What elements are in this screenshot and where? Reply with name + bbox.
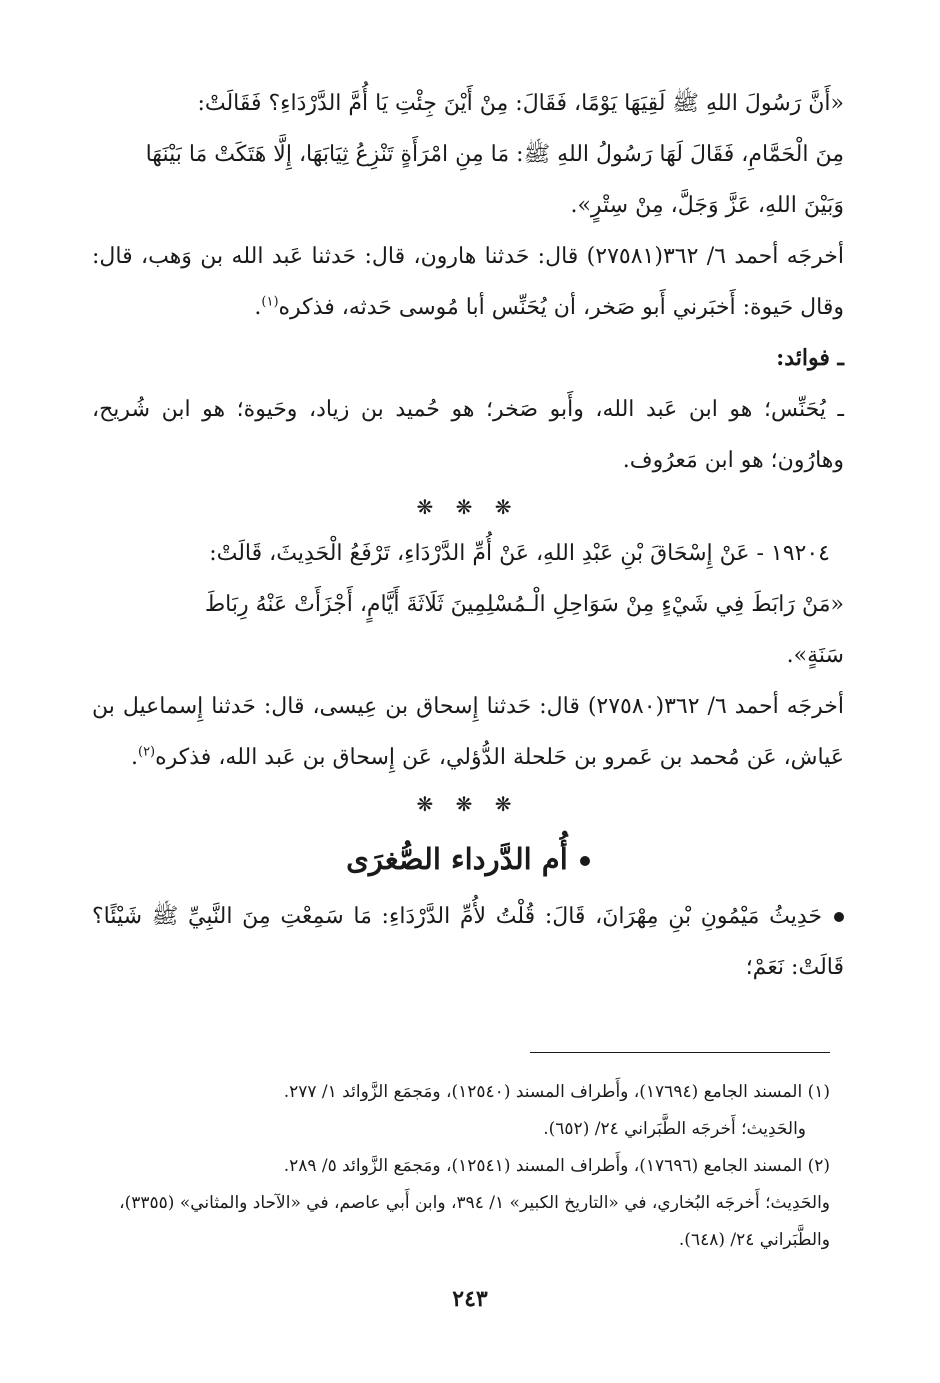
footnote-1-continuation: والحَدِيث؛ أَخرجَه الطَّبَراني ٢٤/ (٦٥٢). <box>543 1119 806 1139</box>
hadith-2-matn <box>92 528 844 681</box>
footnote-2-continuation: والحَدِيث؛ أَخرجَه البُخاري، في «التاريخ الكبير» ١/ ٣٩٤، وابن أَبي عاصم، في «الآحاد والمثاني» (٣٣٥٥)، والطَّبَراني ٢٤/ (٦٤٨). <box>119 1193 830 1250</box>
separator-stars: ❋ ❋ ❋ <box>416 495 520 519</box>
section-heading <box>92 829 844 889</box>
hadith-1-line-2: مِنَ الْحَمَّامِ، فَقَالَ لَهَا رَسُولُ اللهِ ﷺ: مَا مِنِ امْرَأَةٍ تَنْزِعُ ثِيَابَهَا، إِلَّا هَتَكَتْ مَا بَيْنَهَا <box>145 142 844 167</box>
hadith-1-line-3: وَبَيْنَ اللهِ، عَزَّ وَجَلَّ، مِنْ سِتْرٍ». <box>570 193 844 218</box>
bullet-icon <box>580 856 590 866</box>
footnote-divider <box>530 1052 830 1053</box>
hadith-2-line-2: «مَنْ رَابَطَ فِي شَيْءٍ مِنْ سَوَاحِلِ الْـمُسْلِمِينَ ثَلَاثَةَ أَيَّامٍ، أَجْزَأَتْ عَنْهُ رِبَاطَ <box>204 592 844 617</box>
page-body <box>92 78 844 993</box>
hadith-1-line-1: «أَنَّ رَسُولَ اللهِ ﷺ لَقِيَهَا يَوْمًا، فَقَالَ: مِنْ أَيْنَ جِئْتِ يَا أُمَّ الدَّرْدَاءِ؟ فَقَالَتْ: <box>197 91 844 116</box>
hadith-3-text: حَدِيثُ مَيْمُونِ بْنِ مِهْرَانَ، قَالَ: قُلْتُ لأُمِّ الدَّرْدَاءِ: مَا سَمِعْتِ مِنَ النَّبِيِّ ﷺ شَيْئًا؟ قَالَتْ: نَعَمْ؛ <box>92 904 844 980</box>
footnote-ref-2[interactable]: (٢) <box>137 744 156 760</box>
benefits-text: ـ يُحَنِّس؛ هو ابن عَبد الله، وأَبو صَخر؛ هو حُميد بن زياد، وحَيوة؛ هو ابن شُريح، وهارُون؛ هو ابن مَعرُوف. <box>92 397 844 473</box>
hadith-2-takhrij-text: أخرجَه أحمد ٦/ ٣٦٢(٢٧٥٨٠) قال: حَدثنا إِسحاق بن عِيسى، قال: حَدثنا إِسماعيل بن عَياش، عَن مُحمد بن عَمرو بن حَلحلة الدُّؤلي، عَن إِسحاق بن عَبد الله، فذكره <box>92 694 844 770</box>
benefits-heading: ـ فوائد: <box>776 345 844 371</box>
hadith-1-matn <box>92 78 844 231</box>
hadith-1-takhrij-text: أخرجَه أحمد ٦/ ٣٦٢(٢٧٥٨١) قال: حَدثنا هارون، قال: حَدثنا عَبد الله بن وَهب، قال: وقال حَيوة: أَخبَرني أَبو صَخر، أن يُحَنِّس أبا مُوسى حَدثه، فذكره <box>92 244 844 320</box>
footnote-1: (١) المسند الجامع (١٧٦٩٤)، وأَطراف المسند (١٢٥٤٠)، ومَجمَع الزَّوائد ١/ ٢٧٧. <box>283 1082 830 1102</box>
hadith-2-takhrij: أخرجَه أحمد ٦/ ٣٦٢(٢٧٥٨٠) قال: حَدثنا إِسحاق بن عِيسى، قال: حَدثنا إِسماعيل بن عَياش، عَن مُحمد بن عَمرو بن حَلحلة الدُّؤلي، عَن إِسحاق بن عَبد الله، فذكره$^{(٢)}$. <box>92 694 844 770</box>
hadith-1-takhrij: أخرجَه أحمد ٦/ ٣٦٢(٢٧٥٨١) قال: حَدثنا هارون، قال: حَدثنا عَبد الله بن وَهب، قال: وقال حَيوة: أَخبَرني أَبو صَخر، أن يُحَنِّس أبا مُوسى حَدثه، فذكره$^{(١)}$. <box>92 244 844 320</box>
page-number: ٢٤٣ <box>452 1286 488 1312</box>
section-heading-text: أُم الدَّرداء الصُّغرَى <box>346 842 568 876</box>
bullet-icon <box>834 912 844 922</box>
hadith-3 <box>92 891 844 993</box>
footnote-2: (٢) المسند الجامع (١٧٦٩٦)، وأَطراف المسند (١٢٥٤١)، ومَجمَع الزَّوائد ٥/ ٢٨٩. <box>283 1156 830 1176</box>
hadith-2-line-1: ١٩٢٠٤ - عَنْ إِسْحَاقَ بْنِ عَبْدِ اللهِ، عَنْ أُمِّ الدَّرْدَاءِ، تَرْفَعُ الْحَدِيثَ، قَالَتْ: <box>209 541 830 566</box>
footnote-ref-1[interactable]: (١) <box>261 294 279 310</box>
hadith-2-line-3: سَنَةٍ». <box>786 643 844 668</box>
separator-stars: ❋ ❋ ❋ <box>416 792 520 816</box>
footnote-body <box>92 1074 830 1259</box>
